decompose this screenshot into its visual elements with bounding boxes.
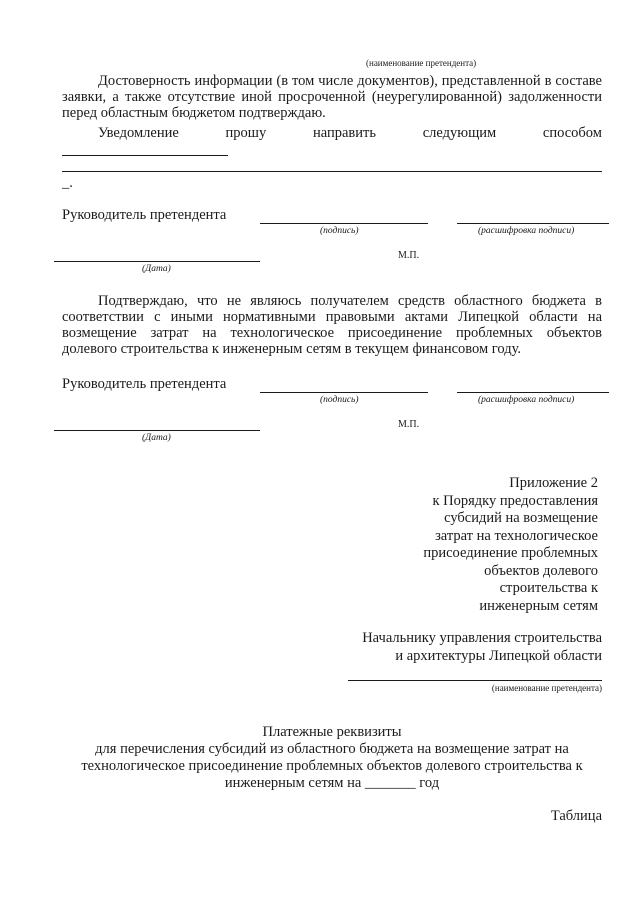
signature-2-date-caption: (Дата) (142, 433, 171, 443)
table-label: Таблица (550, 808, 602, 824)
appendix-line-6: объектов долевого (484, 562, 598, 579)
signature-1-label: Руководитель претендента (62, 207, 227, 223)
declaration-line-4: долевого строительства к инженерным сетям в текущем финансовом году. (62, 341, 522, 357)
payment-title (42, 724, 622, 792)
appendix-line-1: Приложение 2 (509, 475, 598, 491)
signature-2-date-line[interactable] (54, 430, 260, 431)
signature-2-sign-line[interactable] (260, 392, 428, 393)
notification-end-mark: _. (62, 175, 73, 191)
notification-word-4: следующим (422, 125, 497, 141)
appendix-line-5: присоединение проблемных (423, 545, 598, 561)
signature-2-decoding-line[interactable] (457, 392, 609, 393)
payment-title-year-blank[interactable]: _______ (364, 775, 416, 791)
declaration-line-1: Подтверждаю, что не являюсь получателем средств областного бюджета в (98, 293, 602, 309)
payment-title-year-prefix: инженерным сетям на (224, 775, 365, 791)
signature-2-decoding-caption: (расшифровка подписи) (478, 395, 575, 405)
notification-method-line-1[interactable] (62, 155, 228, 156)
addressee-line-1: Начальнику управления строительства (362, 630, 602, 646)
addressee-caption: (наименование претендента) (491, 683, 602, 693)
notification-word-3: направить (312, 125, 376, 141)
confirmation-line-3: перед областным бюджетом подтверждаю. (62, 105, 326, 121)
notification-method-line-2[interactable] (62, 171, 602, 172)
appendix-line-2: к Порядку предоставления (432, 492, 598, 509)
notification-word-5: способом (542, 125, 602, 141)
signature-2-sign-caption: (подпись) (320, 395, 359, 405)
appendix-line-7: строительства к (499, 580, 598, 596)
notification-word-1: Уведомление (98, 125, 179, 141)
payment-title-line-3: технологическое присоединение проблемных объектов долевого строительства к (81, 758, 583, 774)
appendix-line-4: затрат на технологическое (435, 527, 598, 544)
declaration-line-3: возмещение затрат на технологическое присоединение проблемных объектов (62, 325, 602, 341)
addressee-name-line[interactable] (348, 680, 602, 681)
payment-title-line-4 (42, 775, 622, 792)
addressee-block (362, 630, 602, 665)
notification-word-2: прошу (225, 125, 267, 141)
addressee-line-2: и архитектуры Липецкой области (395, 647, 602, 664)
signature-1-stamp: М.П. (398, 250, 420, 261)
signature-1-decoding-line[interactable] (457, 223, 609, 224)
signature-1-date-line[interactable] (54, 261, 260, 262)
payment-title-year-suffix: год (415, 775, 440, 791)
notification-line (98, 125, 602, 142)
signature-1-sign-line[interactable] (260, 223, 428, 224)
declaration-paragraph (62, 293, 602, 357)
signature-1-sign-caption: (подпись) (320, 226, 359, 236)
confirmation-line-1: Достоверность информации (в том числе документов), представленной в составе (98, 73, 602, 89)
signature-2-label: Руководитель претендента (62, 376, 227, 392)
signature-1-decoding-caption: (расшифровка подписи) (478, 226, 575, 236)
top-caption: (наименование претендента) (366, 58, 477, 68)
signature-1-date-caption: (Дата) (142, 264, 171, 274)
appendix-header (423, 475, 598, 615)
signature-2-stamp: М.П. (398, 419, 420, 430)
confirmation-line-2: заявки, а также отсутствие иной просроченной (неурегулированной) задолженности (62, 89, 602, 105)
confirmation-paragraph (62, 73, 602, 121)
appendix-line-8: инженерным сетям (479, 597, 598, 614)
payment-title-line-2: для перечисления субсидий из областного бюджета на возмещение затрат на (95, 741, 569, 757)
declaration-line-2: соответствии с иными нормативными правовыми актами Липецкой области на (62, 309, 602, 325)
appendix-line-3: субсидий на возмещение (444, 510, 598, 526)
payment-title-line-1: Платежные реквизиты (262, 724, 402, 740)
